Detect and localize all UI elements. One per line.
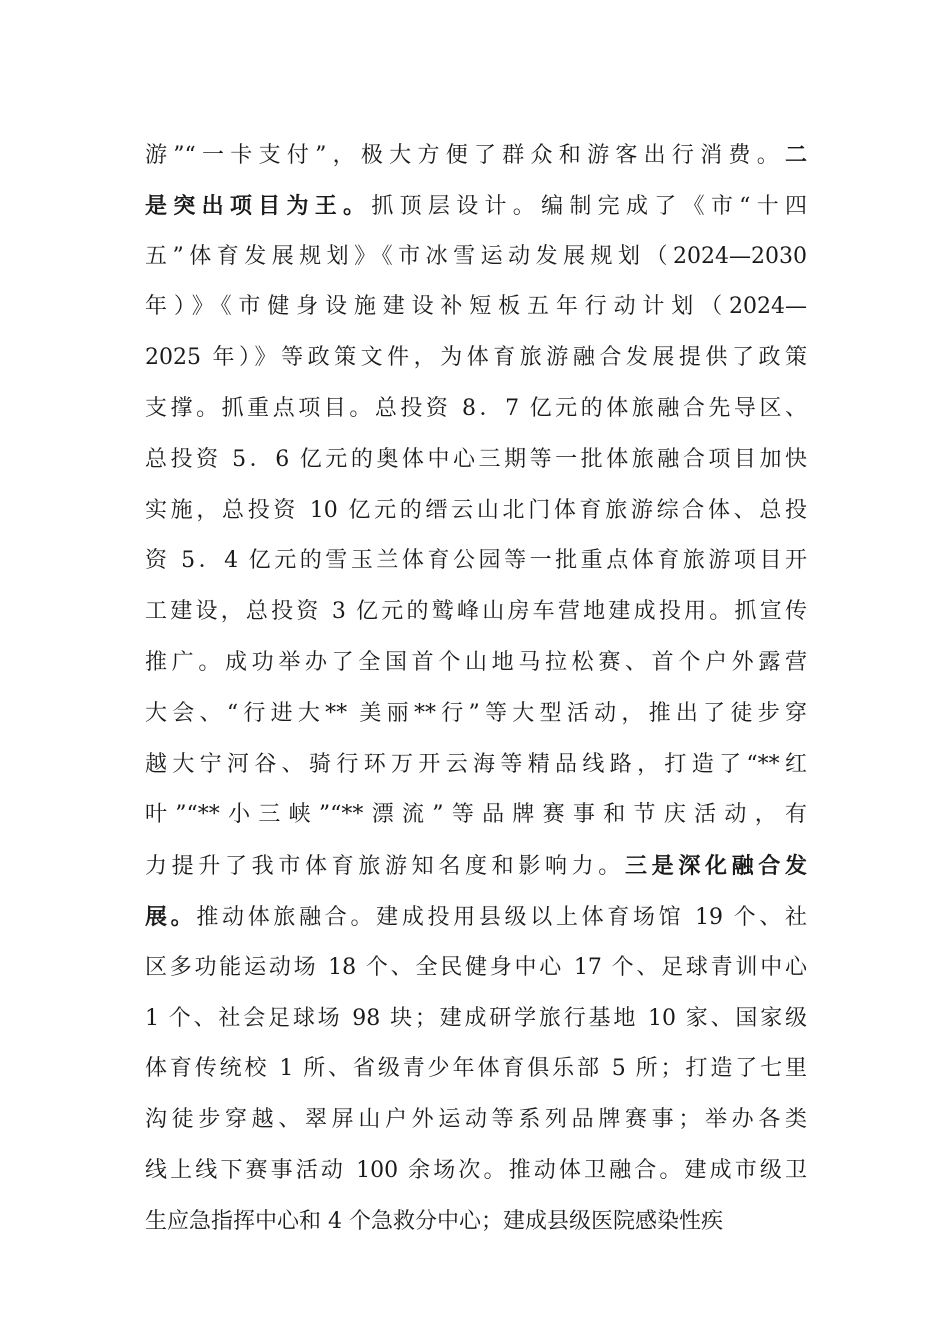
text-line: 体育传统校 1 所、省级青少年体育俱乐部 5 所；打造了七里 [145, 1056, 807, 1082]
text-line: 沟徒步穿越、翠屏山户外运动等系列品牌赛事；举办各类 [145, 1107, 807, 1133]
text-line: 实施，总投资 10 亿元的缙云山北门体育旅游综合体、总投 [145, 497, 807, 523]
text-line: 推广。成功举办了全国首个山地马拉松赛、首个户外露营 [145, 649, 807, 675]
text-line: 大会、“行进大** 美丽**行”等大型活动，推出了徒步穿 [145, 700, 807, 726]
text-line: 工建设，总投资 3 亿元的鹫峰山房车营地建成投用。抓宣传 [145, 599, 807, 625]
text-line: 生应急指挥中心和 4 个急救分中心；建成县级医院感染性疾 [145, 1208, 723, 1234]
text-line: 支撑。抓重点项目。总投资 8．7 亿元的体旅融合先导区、 [145, 395, 807, 421]
text-line: 五”体育发展规划》《市冰雪运动发展规划（2024—2030 [145, 243, 807, 269]
text-line: 游”“一卡支付”，极大方便了群众和游客出行消费。二 [145, 142, 807, 168]
text-line: 区多功能运动场 18 个、全民健身中心 17 个、足球青训中心 [145, 954, 807, 980]
text-line: 是突出项目为王。抓顶层设计。编制完成了《市“十四 [145, 192, 807, 219]
text-line: 线上线下赛事活动 100 余场次。推动体卫融合。建成市级卫 [145, 1157, 807, 1183]
text-line: 力提升了我市体育旅游知名度和影响力。三是深化融合发 [145, 853, 807, 880]
text-line: 展。推动体旅融合。建成投用县级以上体育场馆 19 个、社 [145, 903, 807, 930]
text-line: 1 个、社会足球场 98 块；建成研学旅行基地 10 家、国家级 [145, 1005, 807, 1031]
text-line: 2025 年）》等政策文件，为体育旅游融合发展提供了政策 [145, 345, 807, 371]
text-line: 资 5．4 亿元的雪玉兰体育公园等一批重点体育旅游项目开 [145, 548, 807, 574]
text-line: 年）》《市健身设施建设补短板五年行动计划（2024— [145, 294, 807, 320]
text-line: 叶”“**小三峡”“**漂流”等品牌赛事和节庆活动，有 [145, 802, 807, 828]
text-line: 越大宁河谷、骑行环万开云海等精品线路，打造了“**红 [145, 751, 807, 777]
text-line: 总投资 5．6 亿元的奥体中心三期等一批体旅融合项目加快 [145, 446, 807, 472]
body-paragraph [145, 130, 807, 1248]
